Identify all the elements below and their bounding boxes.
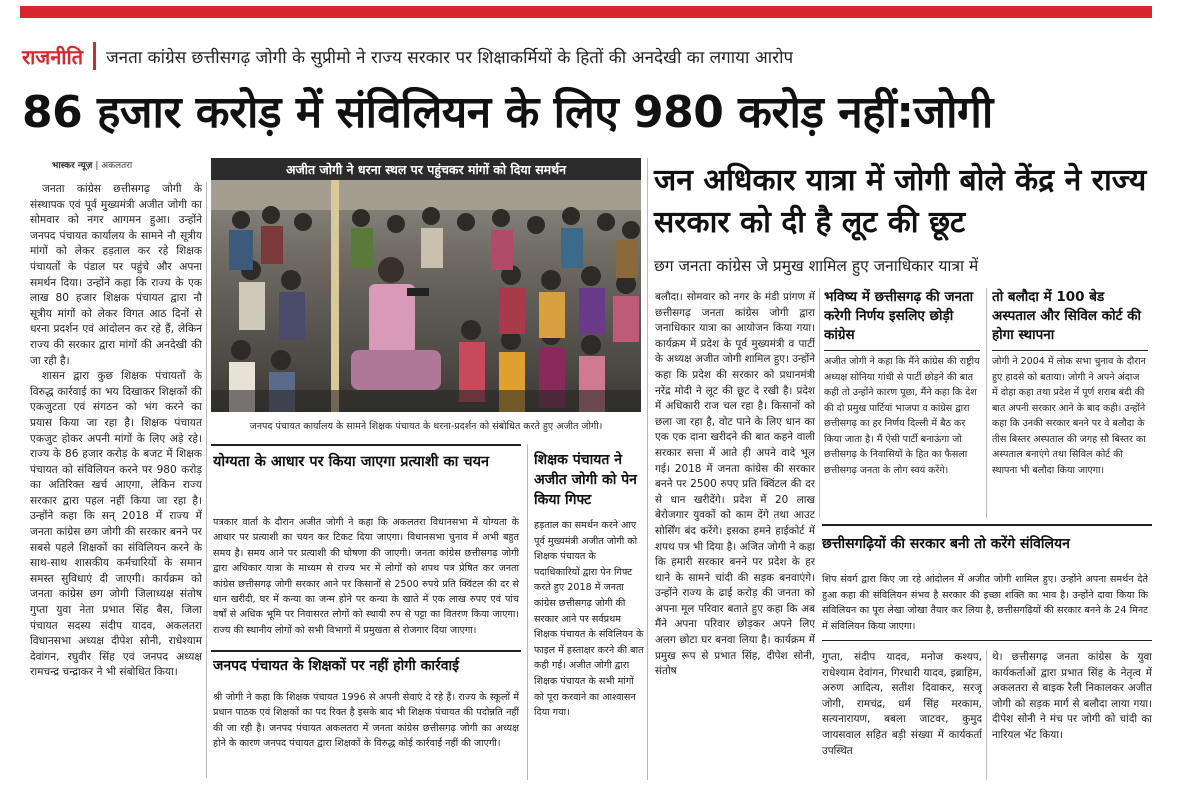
news-photo: [211, 180, 641, 412]
column-rule-1: [206, 182, 207, 778]
pen-box-text: हड़ताल का समर्थन करने आए पूर्व मुख्यमंत्री अजीत जोगी को शिक्षक पंचायत के पदाधिकारियों द्वारा पेन गिफ्ट करते हुए 2018 में जनता कांग्रेस छत्तीसगढ़ जोगी की सरकार आने पर सर्वप्रथम शिक्षक पंचायत के संविलियन के फाइल में हस्ताक्षर करने की बात कही गई। अजीत जोगी द्वारा शिक्षक पंचायत के सभी मांगों को पूरा करवाने का आश्वासन दिया गया।: [534, 520, 644, 719]
byline-place: अकलतरा: [101, 161, 133, 171]
main-paragraph-2: शासन द्वारा कुछ शिक्षक पंचायतों के विरुद्ध कार्रवाई का भय दिखाकर शिक्षकों की एकजुटता एवं संगठन को भंग करने का प्रयास किया जा रहा है। शिक्षक पंचायत एकजुट होकर अपनी मांगों के लिए अड़े रहे। राज्य के 86 हजार करोड़ के बजट में शिक्षक पंचायत को संविलियन करने पर 980 करोड़ का अतिरिक्त खर्च आएगा, लेकिन राज्य सरकार द्वारा पहल नहीं किया जा रहा है। उन्होंने कहा कि सन् 2018 में राज्य में जनता कांग्रेस छग जोगी की सरकार बनने पर सबसे पहले शिक्षकों का संविलियन करने के साथ-साथ शासकीय कर्मचारियों के समान समस्त सुविधाएं दी जाएगी। कार्यक्रम को जनता कांग्रेस छग जोगी जिलाध्यक्ष संतोष गुप्ता युवा नेता प्रभात सिंह बैस, जिला पंचायत सदस्य संदीप यादव, अकलतरा विधानसभा अध्यक्ष दीपेश सोनी, राधेश्याम देवांगन, रघुवीर सिंह एवं जनपद अध्यक्ष रामचन्द्र चन्द्राकर ने भी संबोधित किया।: [30, 370, 202, 679]
hospital-box-text: जोगी ने 2004 में लोक सभा चुनाव के दौरान हुए हादसे को बताया। जोगी ने अपने अंदाज में दोहा कहा तथा प्रदेश में पूर्ण शराब बंदी की बात अपनी सरकार आने के बाद कही। उन्होंने कहा कि उनकी सरकार बनने पर वे बलौदा के तीस बिस्तर अस्पताल की जगह सौ बिस्तर का अस्पताल बनाएंगे तथा सिविल कोर्ट की स्थापना भी बलौदा किया जाएगा।: [992, 356, 1146, 476]
sanviliyan-box-text: शिप संवर्ग द्वारा किए जा रहे आंदोलन में अजीत जोगी शामिल हुए। उन्होंने अपना समर्थन देते हुआ कहा की संविलियन संभव है सरकार की इच्छा शक्ति का भाव है। उन्होंने दावा किया कि संविलियन का पूरा लेखा जोखा तैयार कर लिया है, छत्तीसगढ़ियों की सरकार बनने के 24 मिनट में संविलियन किया जाएगा।: [822, 574, 1148, 632]
kicker-text: जनता कांग्रेस छत्तीसगढ़ जोगी के सुप्रीमो ने राज्य सरकार पर शिक्षाकर्मियों के हितों की अनदेखी का लगाया आरोप: [106, 47, 794, 68]
box-rule-hospital: [992, 350, 1148, 351]
byline-source: भास्कर न्यूज़: [52, 161, 93, 171]
crowd-photo-illustration: [211, 180, 641, 412]
box-rule-sanviliyan-bottom: [822, 640, 1152, 641]
janpad-box-text: श्री जोगी ने कहा कि शिक्षक पंचायत 1996 से अपनी सेवाएं दे रहे हैं। राज्य के स्कूलों में प्रधान पाठक एवं शिक्षकों का पद रिक्त है इसके बाद भी शिक्षक पंचायत की पदोन्नति नहीं की जा रही है। जनपद पंचायत अकलतरा में जनता कांग्रेस छत्तीसगढ़ जोगी का अध्यक्ष होने के कारण जनपद पंचायत द्वारा शिक्षकों के विरुद्ध कोई कार्रवाई नहीं की जाएगी।: [213, 692, 519, 750]
pen-box-title: शिक्षक पंचायत ने अजीत जोगी को पेन किया गिफ्ट: [534, 452, 637, 508]
right-story-body: बलौदा। सोमवार को नगर के मंडी प्रांगण में छत्तीसगढ़ जनता कांग्रेस जोगी द्वारा जनाधिकार यात्रा का आयोजन किया गया। कार्यक्रम में प्रदेश के पूर्व मुख्यमंत्री व पार्टी के अध्यक्ष अजीत जोगी शामिल हुए। उन्होंने कहा कि प्रदेश की सरकार को प्रधानमंत्री नरेंद्र मोदी ने लूट की छूट दे रखी है। प्रदेश में अधिकारी राज चल रहा है। किसानों को छला जा रहा है, वोट पाने के लिए धान का एक एक दाना खरीदने की बात कहने वाली सरकार सत्ता में आते ही अपने वादे भूल गई। 2018 में जनता कांग्रेस की सरकार बनने पर 2500 रुपए प्रति क्विंटल की दर से धान खरीदेंगे। प्रदेश में 20 लाख बेरोजगार युवकों को काम देंगे तथा आउट सोर्सिंग बंद करेंगे। इसका हमने हाईकोर्ट में शपथ पत्र भी दिया है। अजित जोगी ने कहा कि हमारी सरकार बनने पर प्रदेश के हर थाने के सामने चांदी की सड़क बनवाएंगे। उन्होंने राज्य के ढाई करोड़ की जनता को अपना मूल परिवार बताते हुए कहा कि अब मैंने अपना परिवार छोड़कर अपने लिए अलग छोटा घर बनवा लिया है। कार्यक्रम में प्रमुख रूप से प्रभात सिंह, दीपेश सोनी, संतोष: [655, 291, 815, 678]
kicker-separator: [93, 42, 96, 70]
column-rule-5: [986, 288, 987, 518]
column-rule-2: [527, 444, 528, 780]
top-red-bar: [20, 6, 1152, 18]
photo-title: अजीत जोगी ने धरना स्थल पर पहुंचकर मांगों को दिया समर्थन: [211, 158, 641, 180]
merit-box-title: योग्यता के आधार पर किया जाएगा प्रत्याशी का चयन: [213, 454, 490, 470]
byline: [52, 158, 132, 171]
byline-divider: |: [95, 161, 102, 171]
photo-caption: जनपद पंचायत कार्यालय के सामने शिक्षक पंचायत के धरना-प्रदर्शन को संबोधित करते हुए अजीत जोगी।: [249, 420, 603, 432]
right-story-deck: छग जनता कांग्रेस जे प्रमुख शामिल हुए जनाधिकार यात्रा में: [654, 257, 979, 275]
merit-box-text: पत्रकार वार्ता के दौरान अजीत जोगी ने कहा कि अकलतरा विधानसभा में योग्यता के आधार पर प्रत्याशी का चयन कर टिकट दिया जाएगा। विधानसभा चुनाव में अभी बहुत समय है। समय आने पर प्रत्याशी की घोषणा की जाएगी। जनता कांग्रेस छत्तीसगढ़ जोगी द्वारा अधिकार यात्रा के माध्यम से राज्य भर में लोगों को शपथ पत्र प्रेषित कर जनता कांग्रेस छत्तीसगढ़ जोगी सरकार आने पर किसानों से 2500 रुपये प्रति क्विंटल की दर से धान खरीदी, घर में कन्या का जन्म होने पर कन्या के खाते में एक लाख रुपए एवं पांच वर्षों से अधिक भूमि पर निवासरत लोगों को स्थायी रुप से पट्टा का वितरण किया जाएगा। राज्य की स्थानीय लोगों को सभी विभागों में प्रमुखता से रोजगार दिया जाएगा।: [213, 517, 519, 636]
column-rule-4: [819, 288, 820, 518]
column-rule-6: [986, 650, 987, 780]
box-rule-merit: [211, 444, 521, 446]
main-paragraph-1: जनता कांग्रेस छत्तीसगढ़ जोगी के संस्थापक एवं पूर्व मुख्यमंत्री अजीत जोगी का सोमवार को नगर आगमन हुआ। उन्होंने जनपद पंचायत कार्यालय के सामने नौ सूत्रीय मांगों को लेकर हड़ताल कर रहे शिक्षक पंचायतों के पंडाल पर पहुंचे और अपना समर्थन दिया। उन्होंने कहा कि राज्य के एक लाख 80 हजार शिक्षक पंचायत द्वारा नौ सूत्रीय मांगों को लेकर विगत आठ दिनों से धरना प्रदर्शन एवं आंदोलन कर रहे हैं, लेकिन राज्य की सरकार द्वारा मांगों की अनदेखी की जा रही है।: [30, 183, 202, 367]
column-rule-3: [647, 158, 648, 780]
main-story-column: [30, 182, 202, 778]
box-rule-janpad: [211, 650, 521, 652]
main-headline: 86 हजार करोड़ में संविलियन के लिए 980 करोड़ नहीं:जोगी: [22, 87, 993, 138]
sanviliyan-box-title: छत्तीसगढ़ियों की सरकार बनी तो करेंगे संविलियन: [822, 536, 1070, 552]
right-story-headline: जन अधिकार यात्रा में जोगी बोले केंद्र ने राज्य सरकार को दी है लूट की छूट: [654, 163, 1147, 240]
kicker-row: [22, 38, 1162, 74]
section-label: राजनीति: [22, 44, 84, 69]
right-story-tail-left: गुप्ता, संदीप यादव, मनोज कश्यप, राधेश्याम देवांगन, गिरधारी यादव, इब्राहिम, अरुण आदित्य, सतीश दिवाकर, सरजू जोगी, रामचंद्र, धर्म सिंह मरकाम, सत्यनारायण, बबला जाटवर, कुमुद जायसवाल सहित बड़ी संख्या में कार्यकर्ता उपस्थित: [822, 651, 982, 757]
future-box-title: भविष्य में छत्तीसगढ़ की जनता करेगी निर्णय इसलिए छोड़ी कांग्रेस: [824, 289, 974, 343]
future-box-text: अजीत जोगी ने कहा कि मैंने कांग्रेस की राष्ट्रीय अध्यक्ष सोनिया गांधी से पार्टी छोड़ने की बात कही तो उन्होंने कारण पूछा, मैंने कहा कि देश की दो प्रमुख पार्टियां भाजपा व कांग्रेस द्वारा छत्तीसगढ़ का हर निर्णय दिल्ली में बैठ कर किया जाता है। मैं ऐसी पार्टी बनाऊंगा जो छत्तीसगढ़ के निवासियों के हित का फैसला छत्तीसगढ़ जनता के लोग स्वयं करेंगे।: [824, 356, 980, 476]
janpad-box-title: जनपद पंचायत के शिक्षकों पर नहीं होगी कार्रवाई: [213, 658, 460, 674]
hospital-box-title: तो बलौदा में 100 बेड अस्पताल और सिविल कोर्ट की होगा स्थापना: [992, 289, 1142, 343]
box-rule-future: [824, 350, 980, 351]
right-story-tail-right: थे। छत्तीसगढ़ जनता कांग्रेस के युवा कार्यकर्ताओं द्वारा प्रभात सिंह के नेतृत्व में अकलतरा से बाइक रैली निकालकर अजीत जोगी को सड़क मार्ग से बलौदा लाया गया। दीपेश सोनी ने मंच पर जोगी को चांदी का नारियल भेंट किया।: [992, 651, 1152, 741]
box-rule-sanviliyan: [822, 524, 1152, 526]
